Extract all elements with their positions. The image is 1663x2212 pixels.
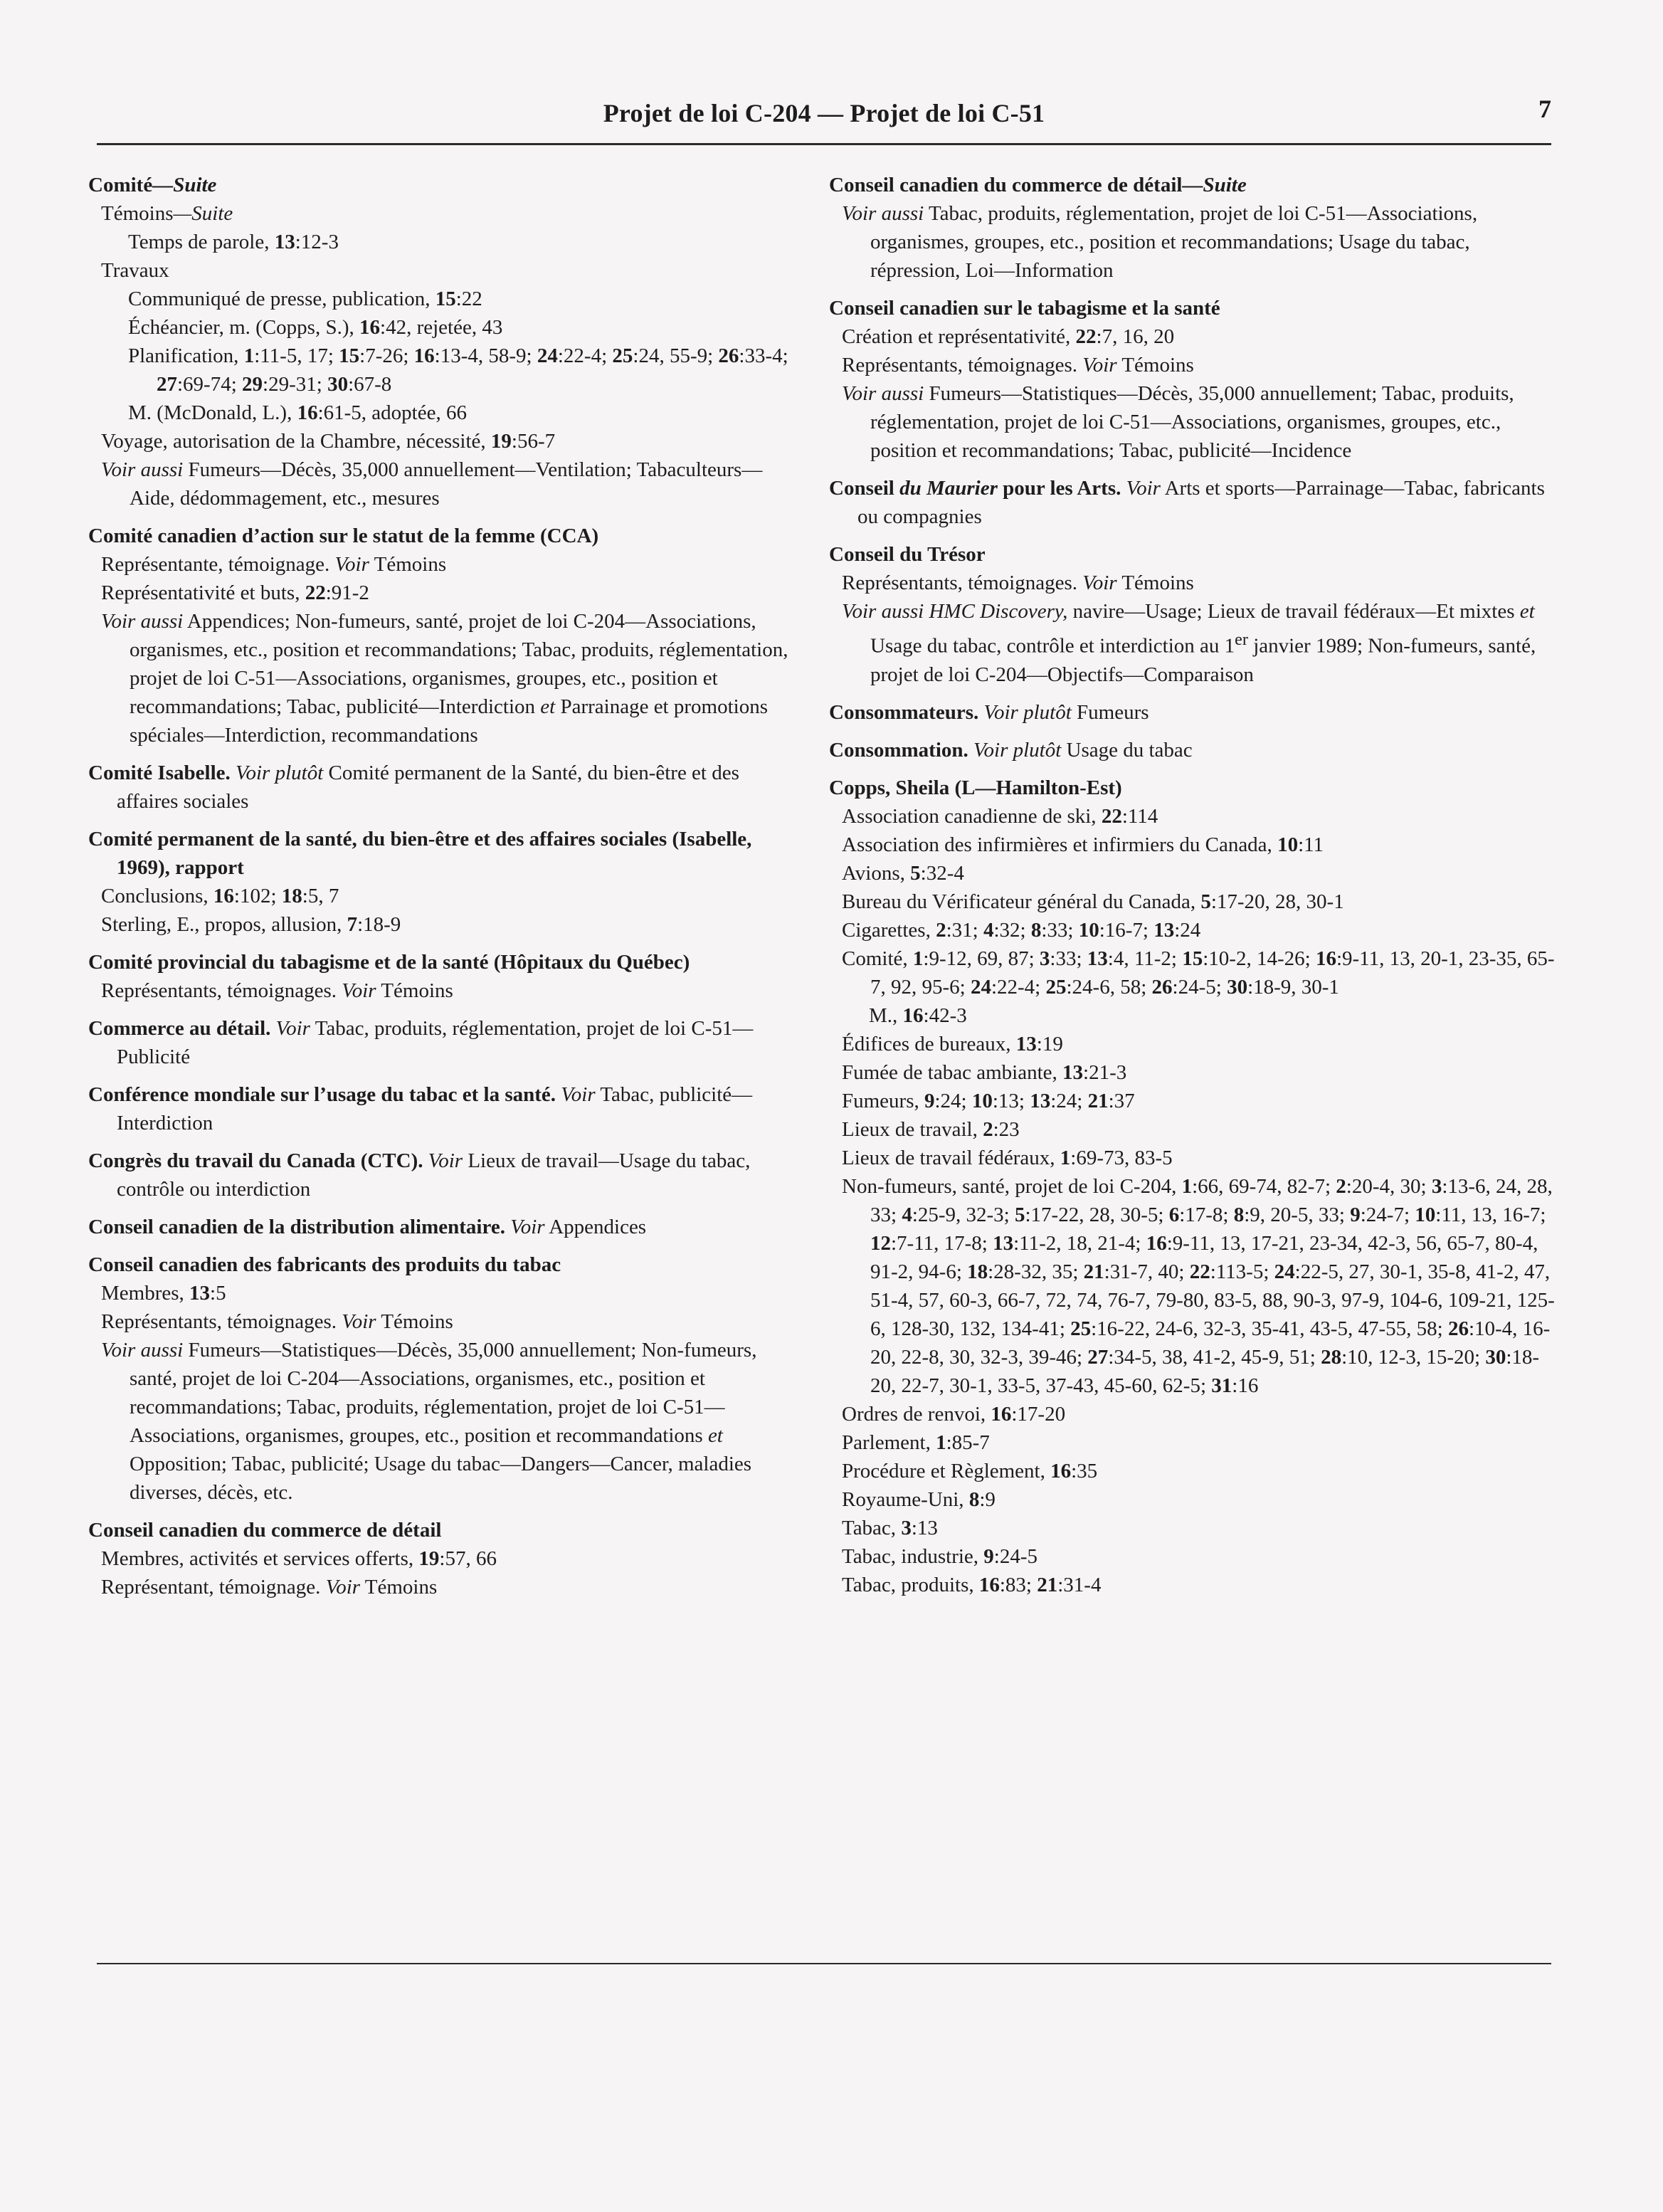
header-rule bbox=[97, 143, 1551, 145]
page-header bbox=[97, 93, 1551, 138]
index-entry-conseil-tresor: Conseil du Trésor Représentants, témoignages. Voir Témoins Voir aussi HMC Discovery, navire—Usage; Lieux de travail fédéraux—Et mixtes et Usage du tabac, contrôle et interdiction au 1er janvier 1989; Non-fumeurs, santé, projet de loi C-204—Objectifs—Comparaison bbox=[829, 543, 1536, 686]
index-entry-fabricants-tabac: Conseil canadien des fabricants des produits du tabac Membres, 13:5 Représentants, témoignages. Voir Témoins Voir aussi Fumeurs—Statistiques—Décès, 35,000 annuellement; Non-fumeurs, santé, projet de loi C-204—Associations, organismes, etc., position et recommandations; Tabac, produits, réglementation, projet de loi C-51—Associations, organismes, groupes, etc., position et recommandations et Opposition; Tabac, publicité; Usage du tabac—Dangers—Cancer, maladies diverses, décès, etc. bbox=[88, 1253, 757, 1504]
page-title: Projet de loi C-204 — Projet de loi C-51 bbox=[603, 99, 1045, 127]
index-entry-commerce-de-detail-suite: Conseil canadien du commerce de détail—Suite Voir aussi Tabac, produits, réglementation, projet de loi C-51—Associations, organismes, groupes, etc., position et recommandations; Usage du tabac, répression, Loi—Information bbox=[829, 174, 1478, 282]
index-entry-consommateurs: Consommateurs. Voir plutôt Fumeurs bbox=[829, 700, 1149, 724]
index-entry-comite-provincial: Comité provincial du tabagisme et de la santé (Hôpitaux du Québec) Représentants, témoignages. Voir Témoins bbox=[88, 951, 690, 1002]
index-entry-du-maurier: Conseil du Maurier pour les Arts. Voir Arts et sports—Parrainage—Tabac, fabricants ou compagnies bbox=[829, 477, 1545, 528]
index-entry-copps-sheila: Copps, Sheila (L—Hamilton-Est) Association canadienne de ski, 22:114 Association des infirmières et infirmiers du Canada, 10:11 Avions, 5:32-4 Bureau du Vérificateur général du Canada, 5:17-20, 28, 30-1 Cigarettes, 2:31; 4:32; 8:33; 10:16-7; 13:24 Comité, 1:9-12, 69, 87; 3:33; 13:4, 11-2; 15:10-2, 14-26; 16:9-11, 13, 20-1, 23-35, 65-7, 92, 95-6; 24:22-4; 25:24-6, 58; 26:24-5; 30:18-9, 30-1 M., 16:42-3 Édifices de bureaux, 13:19 Fumée de tabac ambiante, 13:21-3 Fumeurs, 9:24; 10:13; 13:24; 21:37 Lieux de travail, 2:23 Lieux de travail fédéraux, 1:69-73, 83-5 Non-fumeurs, santé, projet de loi C-204, 1:66, 69-74, 82-7; 2:20-4, 30; 3:13-6, 24, 28, 33; 4:25-9, 32-3; 5:17-22, 28, 30-5; 6:17-8; 8:9, 20-5, 33; 9:24-7; 10:11, 13, 16-7; 12:7-11, 17-8; 13:11-2, 18, 21-4; 16:9-11, 13, 17-21, 23-34, 42-3, 56, 65-7, 80-4, 91-2, 94-6; 18:28-32, 35; 21:31-7, 40; 22:113-5; 24:22-5, 27, 30-1, 35-8, 41-2, 47, 51-4, 57, 60-3, 66-7, 72, 74, 76-7, 79-80, 83-5, 88, 90-3, 97-9, 104-6, 109-21, 125-6, 128-30, 132, 134-41; 25:16-22, 24-6, 32-3, 35-41, 43-5, 47-55, 58; 26:10-4, 16-20, 22-8, 30, 32-3, 39-46; 27:34-5, 38, 41-2, 45-9, 51; 28:10, 12-3, 15-20; 30:18-20, 22-7, 30-1, 33-5, 37-43, 45-60, 62-5; 31:16 Ordres de renvoi, 16:17-20 Parlement, 1:85-7 Procédure et Règlement, 16:35 Royaume-Uni, 8:9 Tabac, 3:13 Tabac, industrie, 9:24-5 Tabac, produits, 16:83; 21:31-4 bbox=[829, 776, 1555, 1596]
index-entry-commerce-de-detail: Conseil canadien du commerce de détail Membres, activités et services offerts, 19:57, 66 Représentant, témoignage. Voir Témoins bbox=[88, 1519, 497, 1599]
index-column-left bbox=[88, 171, 800, 1611]
index-entry-distribution-alimentaire: Conseil canadien de la distribution alimentaire. Voir Appendices bbox=[88, 1216, 647, 1238]
index-entry-tabagisme-sante: Conseil canadien sur le tabagisme et la santé Création et représentativité, 22:7, 16, 20 Représentants, témoignages. Voir Témoins Voir aussi Fumeurs—Statistiques—Décès, 35,000 annuellement; Tabac, produits, réglementation, projet de loi C-51—Associations, organismes, groupes, etc., position et recommandations; Tabac, publicité—Incidence bbox=[829, 297, 1514, 462]
index-entry-comite-isabelle: Comité Isabelle. Voir plutôt Comité permanent de la Santé, du bien-être et des affaires sociales bbox=[88, 762, 739, 813]
index-column-right bbox=[829, 171, 1555, 1608]
index-entry-consommation: Consommation. Voir plutôt Usage du tabac bbox=[829, 738, 1193, 762]
page-number: 7 bbox=[1538, 95, 1551, 123]
index-entry-comite-permanent: Comité permanent de la santé, du bien-être et des affaires sociales (Isabelle, 1969), rapport Conclusions, 16:102; 18:5, 7 Sterling, E., propos, allusion, 7:18-9 bbox=[88, 828, 752, 936]
index-entry-cca: Comité canadien d’action sur le statut de la femme (CCA) Représentante, témoignage. Voir Témoins Représentativité et buts, 22:91-2 Voir aussi Appendices; Non-fumeurs, santé, projet de loi C-204—Associations, organismes, etc., position et recommandations; Tabac, produits, réglementation, projet de loi C-51—Associations, organismes, groupes, etc., position et recommandations; Tabac, publicité—Interdiction et Parrainage et promotions spéciales—Interdiction, recommandations bbox=[88, 525, 788, 747]
index-entry-congres-travail: Congrès du travail du Canada (CTC). Voir Lieux de travail—Usage du tabac, contrôle ou interdiction bbox=[88, 1149, 751, 1201]
index-entry-comite: Comité—Suite Témoins—Suite Temps de parole, 13:12-3 Travaux Communiqué de presse, publication, 15:22 Échéancier, m. (Copps, S.), 16:42, rejetée, 43 Planification, 1:11-5, 17; 15:7-26; 16:13-4, 58-9; 24:22-4; 25:24, 55-9; 26:33-4; 27:69-74; 29:29-31; 30:67-8 M. (McDonald, L.), 16:61-5, adoptée, 66 Voyage, autorisation de la Chambre, nécessité, 19:56-7 Voir aussi Fumeurs—Décès, 35,000 annuellement—Ventilation; Tabaculteurs—Aide, dédommagement, etc., mesures bbox=[88, 174, 788, 510]
index-entry-commerce-detail: Commerce au détail. Voir Tabac, produits, réglementation, projet de loi C-51—Publicité bbox=[88, 1017, 754, 1068]
footer-rule bbox=[97, 1963, 1551, 1964]
index-entry-conference-mondiale: Conférence mondiale sur l’usage du tabac et la santé. Voir Tabac, publicité—Interdiction bbox=[88, 1083, 753, 1134]
